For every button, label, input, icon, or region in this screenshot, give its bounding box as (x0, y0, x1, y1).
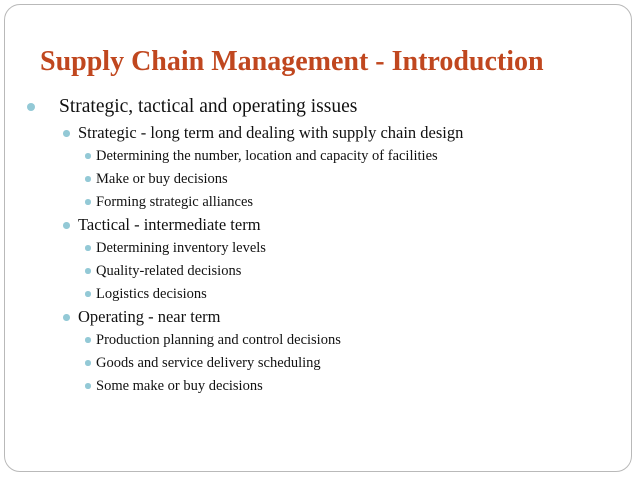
bullet-icon (85, 245, 91, 251)
slide-frame (4, 4, 632, 472)
bullet-operating-item: Production planning and control decisions (96, 332, 341, 348)
bullet-tactical-item: Determining inventory levels (96, 240, 266, 256)
bullet-strategic-item: Make or buy decisions (96, 171, 228, 187)
bullet-icon (63, 222, 70, 229)
bullet-operating: Operating - near term (78, 307, 221, 326)
bullet-tactical-item: Quality-related decisions (96, 263, 242, 279)
bullet-icon (85, 268, 91, 274)
bullet-icon (85, 383, 91, 389)
bullet-icon (85, 337, 91, 343)
slide-title: Supply Chain Management - Introduction (40, 46, 544, 77)
bullet-icon (85, 291, 91, 297)
bullet-icon (63, 314, 70, 321)
bullet-operating-item: Some make or buy decisions (96, 378, 263, 394)
bullet-icon (27, 103, 35, 111)
bullet-operating-item: Goods and service delivery scheduling (96, 355, 321, 371)
bullet-icon (63, 130, 70, 137)
bullet-icon (85, 360, 91, 366)
bullet-main-issues: Strategic, tactical and operating issues (59, 96, 358, 117)
bullet-strategic-item: Forming strategic alliances (96, 194, 254, 210)
bullet-strategic-item: Determining the number, location and capacity of facilities (96, 148, 438, 164)
bullet-strategic: Strategic - long term and dealing with supply chain design (78, 123, 464, 142)
bullet-icon (85, 199, 91, 205)
bullet-tactical: Tactical - intermediate term (78, 215, 261, 234)
bullet-tactical-item: Logistics decisions (96, 286, 207, 302)
bullet-icon (85, 153, 91, 159)
bullet-icon (85, 176, 91, 182)
